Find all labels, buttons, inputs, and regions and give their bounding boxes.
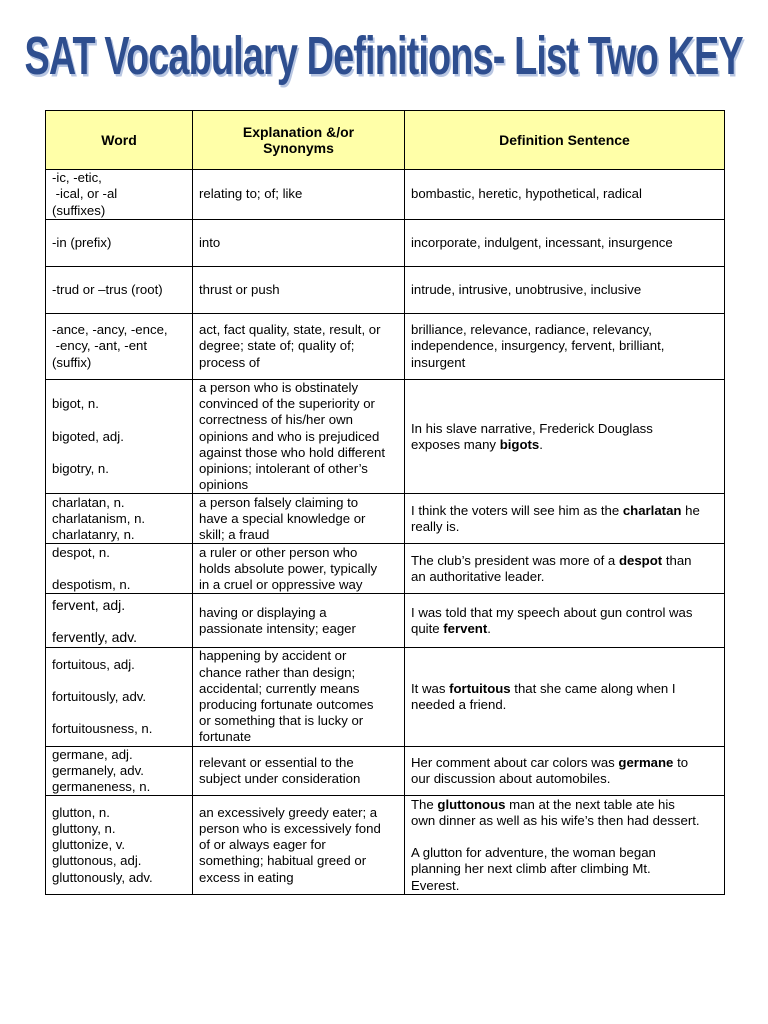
sentence-text: exposes many [411, 436, 500, 452]
word-line: charlatan, n. [52, 494, 125, 510]
word-line: fortuitous, adj. [52, 656, 135, 672]
explanation-line: process of [199, 354, 260, 370]
sentence-text-after: . [539, 436, 543, 452]
explanation-line: relevant or essential to the [199, 754, 354, 770]
table-row [46, 494, 725, 544]
sentence-cell [405, 544, 725, 594]
sentence-cell [405, 314, 725, 380]
explanation-line: into [199, 234, 221, 250]
sentence-line [411, 755, 718, 771]
word-cell [46, 746, 193, 796]
vocabulary-table [45, 110, 725, 895]
sentence-cell [405, 380, 725, 494]
explanation-line: a person falsely claiming to [199, 494, 359, 510]
vocab-word-highlight: gluttonous [437, 796, 506, 812]
header-sentence: Definition Sentence [405, 111, 725, 170]
explanation-cell [193, 648, 405, 746]
sentence-line [411, 235, 718, 251]
word-line: fervently, adv. [52, 628, 138, 645]
explanation-line: an excessively greedy eater; a [199, 804, 378, 820]
explanation-line: chance rather than design; [199, 664, 356, 680]
word-cell [46, 170, 193, 220]
word-line: charlatanry, n. [52, 527, 135, 543]
sentence-text-after: than [662, 552, 692, 568]
sentence-text: our discussion about automobiles. [411, 770, 611, 786]
word-line: -ance, -ancy, -ence, [52, 322, 168, 338]
sentence-cell [405, 267, 725, 314]
explanation-line: against those who hold different [199, 444, 385, 460]
sentence-cell [405, 648, 725, 746]
explanation-line: holds absolute power, typically [199, 560, 378, 576]
explanation-line: or something that is lucky or [199, 713, 364, 729]
word-line: gluttonously, adv. [52, 869, 153, 885]
explanation-line: act, fact quality, state, result, or [199, 322, 381, 338]
sentence-text-after: he [681, 502, 700, 518]
sentence-text: independence, insurgency, fervent, brilliant, [411, 338, 665, 354]
table-row [46, 796, 725, 895]
header-word: Word [46, 111, 193, 170]
sentence-line [411, 322, 718, 338]
sentence-text: I was told that my speech about gun control was [411, 604, 693, 620]
word-line: germane, adj. [52, 746, 133, 762]
explanation-line: accidental; currently means [199, 680, 360, 696]
sentence-line [411, 338, 718, 354]
table-row [46, 380, 725, 494]
sentence-text: really is. [411, 518, 460, 534]
sentence-text: planning her next climb after climbing Mt. [411, 861, 651, 877]
header-row [46, 111, 725, 170]
explanation-line: correctness of his/her own [199, 412, 353, 428]
sentence-line [411, 503, 718, 519]
explanation-line: skill; a fraud [199, 527, 270, 543]
vocab-word-highlight: fervent [443, 620, 488, 636]
explanation-line: happening by accident or [199, 648, 347, 664]
explanation-line: have a special knowledge or [199, 510, 366, 526]
word-line: (suffix) [52, 354, 92, 370]
sentence-text: needed a friend. [411, 697, 507, 713]
title-container [0, 22, 768, 92]
word-cell [46, 314, 193, 380]
sentence-line [411, 797, 718, 813]
word-line: -ical, or -al [52, 186, 118, 202]
sentence-line [411, 697, 718, 713]
sentence-line [411, 355, 718, 371]
word-line: -ic, -etic, [52, 170, 102, 186]
word-line: bigot, n. [52, 396, 99, 412]
explanation-line: something; habitual greed or [199, 853, 367, 869]
sentence-cell [405, 494, 725, 544]
sentence-line [411, 282, 718, 298]
sentence-text: Everest. [411, 877, 460, 893]
sentence-line [411, 829, 718, 845]
word-line [52, 613, 186, 629]
explanation-line: in a cruel or oppressive way [199, 577, 363, 593]
explanation-line: a person who is obstinately [199, 380, 359, 395]
word-line: glutton, n. [52, 804, 110, 820]
sentence-line [411, 845, 718, 861]
explanation-line: fortunate [199, 729, 252, 745]
word-line: gluttonize, v. [52, 837, 126, 853]
sentence-line [411, 878, 718, 894]
sentence-text: insurgent [411, 354, 466, 370]
word-line [52, 705, 186, 721]
sentence-text-after: to [673, 754, 689, 770]
header-explanation [193, 111, 405, 170]
sentence-line [411, 437, 718, 453]
word-line: -trud or –trus (root) [52, 281, 163, 297]
word-line: gluttony, n. [52, 820, 116, 836]
sentence-line [411, 519, 718, 535]
word-line: despot, n. [52, 544, 110, 560]
word-line: charlatanism, n. [52, 510, 146, 526]
vocab-word-highlight: charlatan [622, 502, 682, 518]
explanation-cell [193, 170, 405, 220]
explanation-cell [193, 544, 405, 594]
explanation-line: a ruler or other person who [199, 544, 358, 560]
word-line: despotism, n. [52, 576, 131, 592]
explanation-cell [193, 796, 405, 895]
sentence-line [411, 553, 718, 569]
word-line [52, 561, 186, 577]
word-cell [46, 648, 193, 746]
explanation-cell [193, 220, 405, 267]
word-cell [46, 494, 193, 544]
sentence-text: quite [411, 620, 444, 636]
table-row [46, 746, 725, 796]
vocab-word-highlight: bigots [499, 436, 540, 452]
vocab-word-highlight: despot [618, 552, 663, 568]
explanation-cell [193, 494, 405, 544]
word-cell [46, 594, 193, 648]
word-line [52, 413, 186, 429]
sentence-line [411, 813, 718, 829]
sentence-text: own dinner as well as his wife’s then had dessert. [411, 812, 700, 828]
sentence-text: A glutton for adventure, the woman began [411, 845, 656, 861]
sentence-line [411, 421, 718, 437]
table-row [46, 648, 725, 746]
sentence-line [411, 621, 718, 637]
table-row [46, 220, 725, 267]
explanation-line: opinions and who is prejudiced [199, 428, 380, 444]
explanation-cell [193, 746, 405, 796]
vocab-word-highlight: fortuitous [449, 680, 511, 696]
sentence-text-after: man at the next table ate his [505, 796, 675, 812]
table-header [46, 111, 725, 170]
header-explanation-line2: Synonyms [263, 140, 334, 156]
page-title: SAT Vocabulary Definitions- List Two KEY [24, 26, 744, 87]
explanation-line: excess in eating [199, 869, 294, 885]
explanation-line: convinced of the superiority or [199, 396, 375, 412]
table-row [46, 267, 725, 314]
sentence-cell [405, 594, 725, 648]
sentence-text: The [411, 796, 438, 812]
sentence-text: In his slave narrative, Frederick Douglass [411, 420, 653, 436]
sentence-line [411, 186, 718, 202]
sentence-text-after: . [487, 620, 491, 636]
explanation-line: subject under consideration [199, 770, 361, 786]
explanation-cell [193, 594, 405, 648]
word-cell [46, 380, 193, 494]
sentence-cell [405, 170, 725, 220]
word-line: (suffixes) [52, 202, 106, 218]
word-line: germanely, adv. [52, 762, 144, 778]
sentence-line [411, 569, 718, 585]
explanation-line: degree; state of; quality of; [199, 338, 355, 354]
explanation-line: person who is excessively fond [199, 820, 381, 836]
word-cell [46, 267, 193, 314]
table-row [46, 544, 725, 594]
sentence-text: Her comment about car colors was [411, 754, 619, 770]
sentence-text: The club’s president was more of a [411, 552, 619, 568]
sentence-text: an authoritative leader. [411, 568, 545, 584]
sentence-text-after: that she came along when I [510, 680, 676, 696]
word-line: -ency, -ant, -ent [52, 338, 148, 354]
header-explanation-line1: Explanation &/or [242, 123, 355, 140]
sentence-text: It was [411, 680, 450, 696]
sentence-text: bombastic, heretic, hypothetical, radical [411, 186, 642, 202]
table-row [46, 594, 725, 648]
table-row [46, 314, 725, 380]
word-line: fortuitousness, n. [52, 721, 153, 737]
sentence-text: I think the voters will see him as the [411, 502, 623, 518]
explanation-line: producing fortunate outcomes [199, 697, 374, 713]
word-cell [46, 796, 193, 895]
sentence-line [411, 771, 718, 787]
sentence-cell [405, 746, 725, 796]
word-line [52, 673, 186, 689]
sentence-text: intrude, intrusive, unobtrusive, inclusive [411, 281, 642, 297]
sentence-cell [405, 220, 725, 267]
sentence-text: incorporate, indulgent, incessant, insurgence [411, 234, 673, 250]
explanation-cell [193, 267, 405, 314]
sentence-line [411, 605, 718, 621]
explanation-line: of or always eager for [199, 837, 326, 853]
table-body [46, 170, 725, 895]
explanation-line: opinions; intolerant of other’s [199, 461, 368, 477]
word-line: gluttonous, adj. [52, 853, 142, 869]
word-line: fervent, adj. [52, 596, 126, 613]
word-line: bigotry, n. [52, 460, 109, 476]
vocab-word-highlight: germane [618, 754, 674, 770]
table-row [46, 170, 725, 220]
explanation-line: thrust or push [199, 281, 280, 297]
word-line: germaneness, n. [52, 779, 151, 795]
word-line: fortuitously, adv. [52, 688, 147, 704]
explanation-line: having or displaying a [199, 604, 327, 620]
explanation-cell [193, 380, 405, 494]
word-line [52, 445, 186, 461]
explanation-line: opinions [199, 477, 249, 493]
sentence-line [411, 861, 718, 877]
word-line: -in (prefix) [52, 234, 112, 250]
explanation-line: passionate intensity; eager [199, 620, 356, 636]
word-cell [46, 544, 193, 594]
explanation-line: relating to; of; like [199, 186, 303, 202]
sentence-cell [405, 796, 725, 895]
explanation-cell [193, 314, 405, 380]
word-line: bigoted, adj. [52, 428, 124, 444]
word-cell [46, 220, 193, 267]
sentence-line [411, 681, 718, 697]
sentence-text: brilliance, relevance, radiance, relevancy, [411, 322, 652, 338]
